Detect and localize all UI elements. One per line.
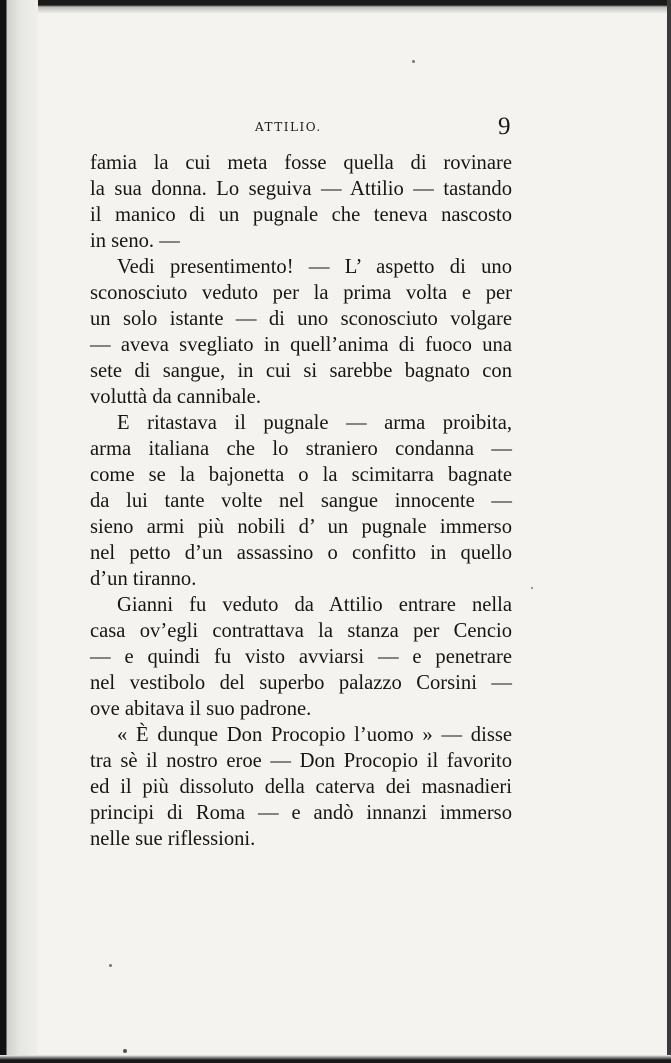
scan-edge-right: [667, 0, 671, 1063]
text-line: — e quindi fu visto avviarsi — e penetrare: [90, 646, 512, 668]
text-line: tra sè il nostro eroe — Don Procopio il favorito: [90, 750, 512, 772]
text-line: la sua donna. Lo seguiva — Attilio — tastando: [90, 178, 512, 200]
text-line: un solo istante — di uno sconosciuto volgare: [90, 308, 512, 330]
paper-speck: [109, 964, 112, 967]
text-line: nelle sue riflessioni.: [90, 828, 256, 850]
text-line: — aveva svegliato in quell’anima di fuoco una: [90, 334, 512, 356]
text-line: d’un tiranno.: [90, 568, 197, 590]
text-line: E ritastava il pugnale — arma proibita,: [117, 412, 512, 434]
body-text: [90, 150, 512, 852]
text-line: sieno armi più nobili d’ un pugnale immerso: [90, 516, 512, 538]
text-line: casa ov’egli contrattava la stanza per Cencio: [90, 620, 512, 642]
text-line: nel petto d’un assassino o confitto in quello: [90, 542, 512, 564]
page-number: 9: [498, 113, 511, 140]
text-line: ove abitava il suo padrone.: [90, 698, 312, 720]
text-line: in seno. —: [90, 230, 180, 252]
text-line: ed il più dissoluto della caterva dei masnadieri: [90, 776, 512, 798]
scan-edge-top: [0, 0, 671, 14]
text-line: come se la bajonetta o la scimitarra bagnate: [90, 464, 512, 486]
text-line: principi di Roma — e andò innanzi immerso: [90, 802, 512, 824]
text-line: da lui tante volte nel sangue innocente —: [90, 490, 512, 512]
text-line: Vedi presentimento! — L’ aspetto di uno: [117, 256, 512, 278]
text-line: « È dunque Don Procopio l’uomo » — disse: [117, 724, 512, 746]
text-line: arma italiana che lo straniero condanna —: [90, 438, 512, 460]
text-line: sete di sangue, in cui si sarebbe bagnato con: [90, 360, 512, 382]
scan-edge-left: [0, 0, 38, 1063]
running-head: ATTILIO.: [255, 120, 322, 134]
scan-edge-bottom: [0, 1055, 671, 1063]
text-line: sconosciuto veduto per la prima volta e per: [90, 282, 512, 304]
text-line: voluttà da cannibale.: [90, 386, 261, 408]
text-line: nel vestibolo del superbo palazzo Corsini —: [90, 672, 512, 694]
paper-speck: [412, 60, 415, 63]
paper-speck: [123, 1049, 127, 1053]
text-line: il manico di un pugnale che teneva nascosto: [90, 204, 512, 226]
paper-speck: [531, 587, 533, 589]
text-line: Gianni fu veduto da Attilio entrare nella: [117, 594, 512, 616]
text-line: famia la cui meta fosse quella di rovinare: [90, 152, 512, 174]
